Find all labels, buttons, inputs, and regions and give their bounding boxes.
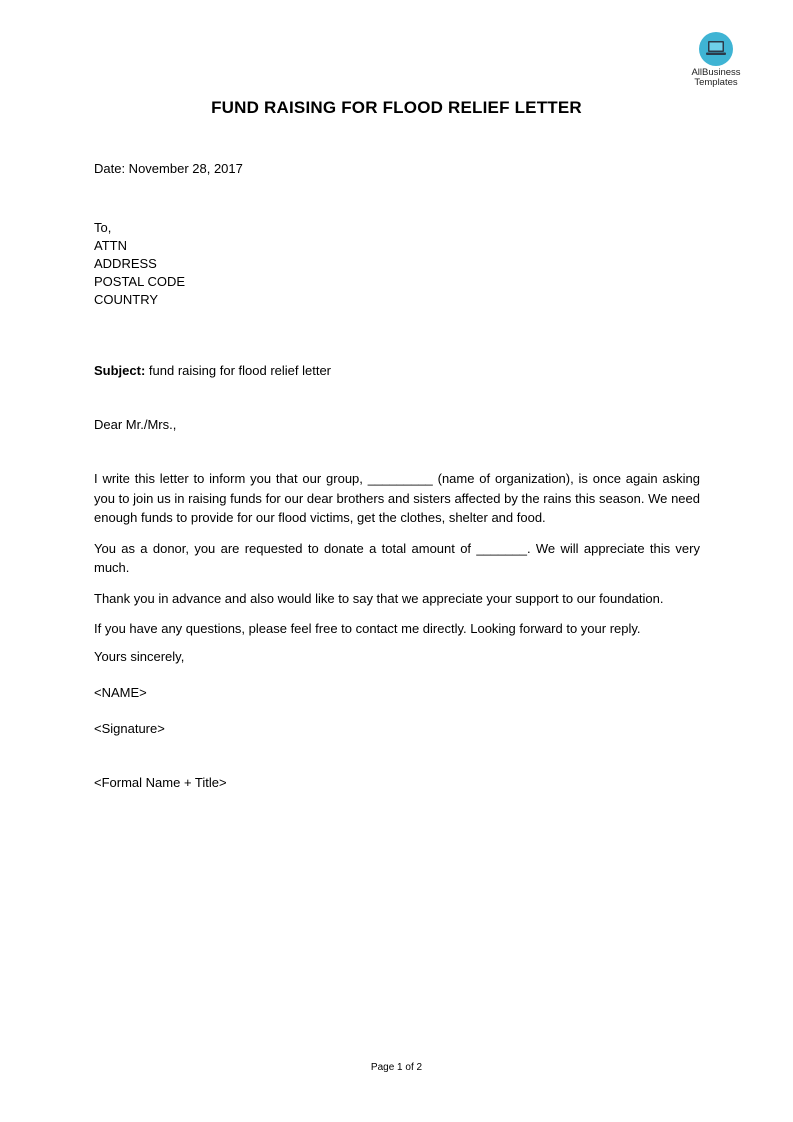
brand-line-2: Templates	[694, 77, 738, 88]
signature-placeholder: <Signature>	[94, 721, 165, 736]
address-line: POSTAL CODE	[94, 274, 186, 289]
brand-logo-text	[680, 68, 752, 88]
brand-line-1: AllBusiness	[691, 67, 741, 78]
closing: Yours sincerely,	[94, 649, 185, 664]
recipient-address	[94, 219, 700, 309]
subject-line	[94, 362, 700, 380]
letter-date: Date: November 28, 2017	[94, 161, 243, 176]
page-number: Page 1 of 2	[370, 1062, 423, 1073]
address-line: ATTN	[94, 238, 127, 253]
address-line: COUNTRY	[94, 292, 159, 307]
salutation: Dear Mr./Mrs.,	[94, 417, 177, 432]
body-paragraph: Thank you in advance and also would like to say that we appreciate your support to our foundation.	[94, 590, 664, 606]
subject-label: Subject:	[94, 363, 146, 378]
letter-body	[94, 469, 700, 650]
subject-text: fund raising for flood relief letter	[145, 363, 332, 378]
address-line: To,	[94, 220, 112, 235]
brand-logo	[680, 32, 752, 88]
name-placeholder: <NAME>	[94, 685, 147, 700]
laptop-icon	[699, 32, 733, 66]
document-title: FUND RAISING FOR FLOOD RELIEF LETTER	[211, 98, 582, 117]
body-paragraph: You as a donor, you are requested to donate a total amount of _______. We will appreciate this very much.	[94, 540, 700, 575]
body-paragraph: I write this letter to inform you that our group, _________ (name of organization), is once again asking you to join us in raising funds for our dear brothers and sisters affected by the rains this season. We need enough funds to provide for our flood victims, get the clothes, shelter and food.	[94, 471, 700, 525]
address-line: ADDRESS	[94, 256, 157, 271]
body-paragraph: If you have any questions, please feel free to contact me directly. Looking forward to your reply.	[94, 621, 641, 636]
formal-name-placeholder: <Formal Name + Title>	[94, 775, 227, 790]
